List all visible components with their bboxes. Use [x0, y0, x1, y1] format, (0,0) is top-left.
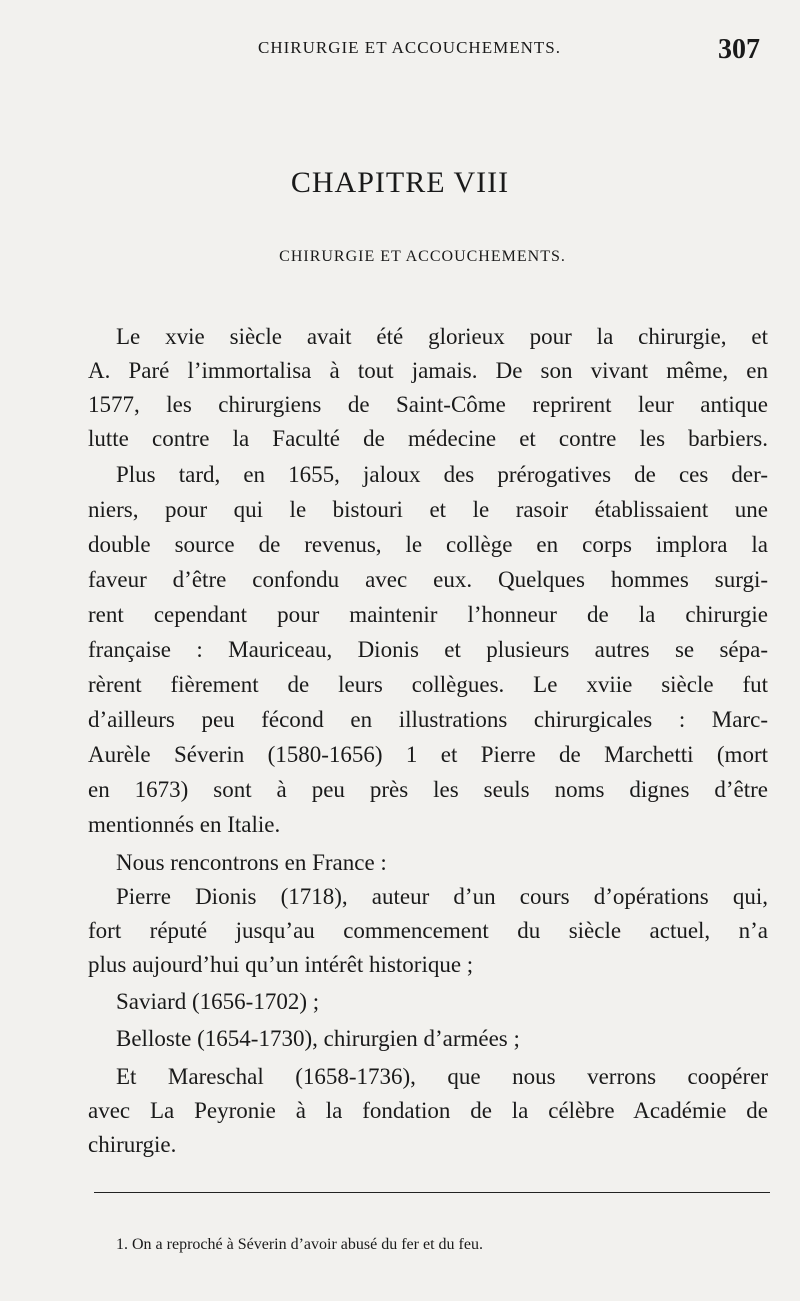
text-line: avec La Peyronie à la fondation de la célèbre Académie de [88, 1098, 768, 1123]
text-line: en 1673) sont à peu près les seuls noms dignes d’être [88, 777, 768, 802]
text-line: Et Mareschal (1658-1736), que nous verrons coopérer [116, 1064, 768, 1089]
text-line: Plus tard, en 1655, jaloux des prérogatives de ces der- [116, 462, 768, 487]
text-line: faveur d’être confondu avec eux. Quelques hommes surgi- [88, 567, 768, 592]
page-number: 307 [718, 34, 760, 65]
text-line: Le xvie siècle avait été glorieux pour la chirurgie, et [116, 324, 768, 349]
footnote-rule [94, 1192, 770, 1193]
chapter-subtitle: CHIRURGIE ET ACCOUCHEMENTS. [279, 248, 566, 265]
text-line: chirurgie. [88, 1132, 177, 1157]
text-line: rent cependant pour maintenir l’honneur de la chirurgie [88, 602, 768, 627]
running-title: CHIRURGIE ET ACCOUCHEMENTS. [258, 38, 561, 57]
text-line: Nous rencontrons en France : [116, 850, 387, 875]
text-line: fort réputé jusqu’au commencement du siècle actuel, n’a [88, 918, 768, 943]
text-line: plus aujourd’hui qu’un intérêt historique ; [88, 952, 474, 977]
chapter-title: CHAPITRE VIII [290, 166, 510, 199]
text-line: rèrent fièrement de leurs collègues. Le xviie siècle fut [88, 672, 768, 697]
text-line: A. Paré l’immortalisa à tout jamais. De son vivant même, en [88, 358, 768, 383]
text-line: Pierre Dionis (1718), auteur d’un cours d’opérations qui, [116, 884, 768, 909]
text-line: double source de revenus, le collège en corps implora la [88, 532, 768, 557]
text-line: mentionnés en Italie. [88, 812, 281, 837]
footnote: 1. On a reproché à Séverin d’avoir abusé du fer et du feu. [116, 1236, 483, 1253]
text-line: française : Mauriceau, Dionis et plusieurs autres se sépa- [88, 637, 768, 662]
running-head [0, 34, 800, 74]
text-line: Aurèle Séverin (1580-1656) 1 et Pierre de Marchetti (mort [88, 742, 768, 767]
text-line: Belloste (1654-1730), chirurgien d’armées ; [116, 1026, 520, 1051]
text-line: niers, pour qui le bistouri et le rasoir établissaient une [88, 497, 768, 522]
text-line: 1577, les chirurgiens de Saint-Côme reprirent leur antique [88, 392, 768, 417]
text-line: d’ailleurs peu fécond en illustrations chirurgicales : Marc- [88, 707, 768, 732]
text-line: lutte contre la Faculté de médecine et contre les barbiers. [88, 426, 768, 451]
text-line: Saviard (1656-1702) ; [116, 989, 320, 1014]
